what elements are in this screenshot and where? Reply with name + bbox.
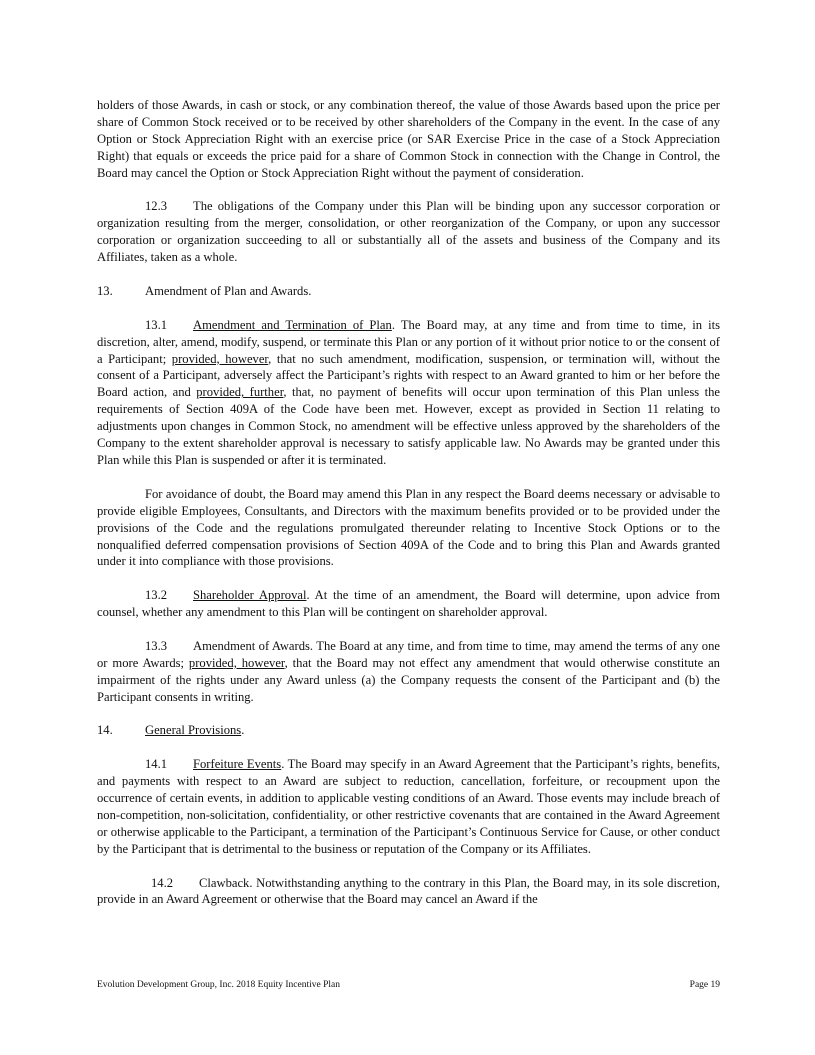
- proviso-text: provided, however: [188, 655, 285, 670]
- section-text: , that the Board may not effect any amendment that would otherwise constitute an impairment of the rights under any Award unless (a) the Company requests the consent of the Participant and (b) the Participant consents in writing.: [97, 655, 720, 704]
- footer-document-title: Evolution Development Group, Inc. 2018 Equity Incentive Plan: [97, 980, 340, 990]
- page-footer: [97, 979, 720, 991]
- proviso-text: provided, however: [171, 351, 269, 366]
- heading-title: Amendment of Plan and Awards.: [145, 283, 312, 298]
- section-text: Amendment of Awards. The Board at any time, and from time to time, may amend the terms of any one or more Awards;: [97, 638, 720, 670]
- section-text: . The Board may, at any time and from time to time, in its discretion, alter, amend, modify, suspend, or terminate this Plan or any portion of it without prior notice to or the consent of a Participant;: [97, 317, 720, 366]
- section-number: 13.3: [145, 638, 168, 653]
- section-title: Amendment and Termination of Plan: [193, 317, 392, 332]
- section-14-1: [97, 756, 720, 857]
- section-number: 13.1: [145, 317, 168, 332]
- section-number: 12.3: [145, 199, 168, 214]
- section-12-3: [97, 198, 720, 266]
- section-text: . At the time of an amendment, the Board will determine, upon advice from counsel, whether any amendment to this Plan will be contingent on shareholder approval.: [97, 588, 720, 620]
- heading-number: 13.: [97, 283, 113, 298]
- document-body: [97, 97, 720, 925]
- heading-number: 14.: [97, 723, 113, 738]
- section-text: The obligations of the Company under this Plan will be binding upon any successor corporation or organization resulting from the merger, consolidation, or other reorganization of the Company, or upon any successor corporation or organization succeeding to all or substantially all of the assets and business of the Company and its Affiliates, taken as a whole.: [97, 199, 720, 265]
- section-14-2: [97, 875, 720, 909]
- proviso-text: provided, further: [196, 385, 284, 400]
- section-text: Clawback. Notwithstanding anything to the contrary in this Plan, the Board may, in its sole discretion, provide in an Award Agreement or otherwise that the Board may cancel an Award if the: [97, 875, 720, 907]
- section-number: 14.1: [145, 757, 168, 772]
- paragraph-avoidance-of-doubt: For avoidance of doubt, the Board may amend this Plan in any respect the Board deems necessary or advisable to provide eligible Employees, Consultants, and Directors with the maximum benefits provided or to be provided under the provisions of the Code and the regulations promulgated thereunder relating to Incentive Stock Options or to the nonqualified deferred compensation provisions of Section 409A of the Code and to bring this Plan and Awards granted under it into compliance with those provisions.: [97, 486, 720, 569]
- section-number: 13.2: [145, 588, 168, 603]
- section-text: , that no such amendment, modification, suspension, or termination will, without the consent of a Participant, adversely affect the Participant’s rights with respect to an Award granted to him or her before the Board action, and: [97, 351, 721, 400]
- section-number: 14.2: [151, 875, 174, 890]
- heading-section-13: [97, 283, 720, 300]
- paragraph-continuation: holders of those Awards, in cash or stock, or any combination thereof, the value of those Awards based upon the price per share of Common Stock received or to be received by other shareholders of the Company in the event. In the case of any Option or Stock Appreciation Right with an exercise price (or SAR Exercise Price in the case of a Stock Appreciation Right) that equals or exceeds the price paid for a share of Common Stock in connection with the Change in Control, the Board may cancel the Option or Stock Appreciation Right without the payment of consideration.: [97, 98, 720, 180]
- footer-page-number: Page 19: [689, 980, 720, 990]
- section-title: Shareholder Approval: [193, 588, 307, 603]
- section-text: . The Board may specify in an Award Agreement that the Participant’s rights, benefits, and payments with respect to an Award are subject to reduction, cancellation, forfeiture, or recoupment upon the occurrence of certain events, in addition to applicable vesting conditions of an Award. Those events may include breach of non-competition, non-solicitation, confidentiality, or other restrictive covenants that are contained in the Award Agreement or otherwise applicable to the Participant, a termination of the Participant’s Continuous Service for Cause, or other conduct by the Participant that is detrimental to the business or reputation of the Company or its Affiliates.: [97, 757, 721, 856]
- section-text: , that, no payment of benefits will occur upon termination of this Plan unless the requirements of Section 409A of the Code have been met. However, except as provided in Section 11 relating to adjustments upon changes in Common Stock, no amendment will be effective unless approved by the shareholders of the Company to the extent shareholder approval is necessary to satisfy applicable law. No Awards may be granted under this Plan while this Plan is suspended or after it is terminated.: [97, 385, 721, 467]
- section-13-3: [97, 638, 720, 706]
- heading-section-14: [97, 722, 720, 739]
- section-13-2: [97, 587, 720, 621]
- heading-title: General Provisions: [145, 723, 242, 738]
- heading-tail: .: [241, 723, 245, 738]
- section-13-1: [97, 317, 720, 469]
- section-title: Forfeiture Events: [193, 757, 282, 772]
